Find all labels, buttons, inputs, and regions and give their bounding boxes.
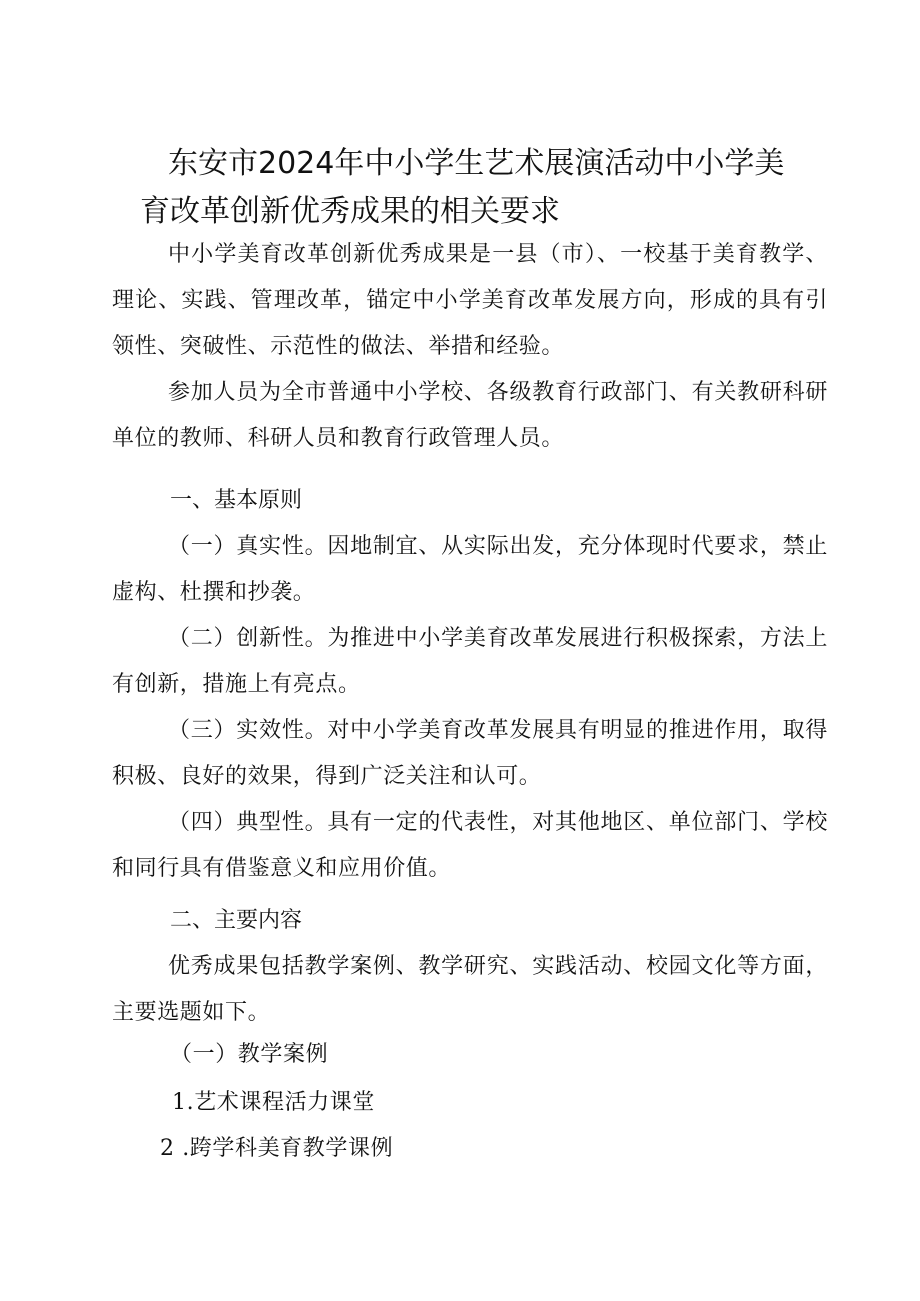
section-heading-principles: 一、基本原则 [170,488,303,513]
section-heading-content: 二、主要内容 [170,908,303,933]
principle-effectiveness: （三）实效性。对中小学美育改革发展具有明显的推进作用，取得积极、良好的效果，得到广泛关注和认可。 [112,718,828,789]
document-title [140,140,840,236]
principle-typicality: （四）典型性。具有一定的代表性，对其他地区、单位部门、学校和同行具有借鉴意义和应用价值。 [112,810,828,881]
title-line-1: 东安市2024年中小学生艺术展演活动中小学美 [168,146,785,181]
subsection-heading-teaching-cases: （一）教学案例 [170,1042,329,1067]
intro-paragraph-1: 中小学美育改革创新优秀成果是一县（市）、一校基于美育教学、理论、实践、管理改革，锚定中小学美育改革发展方向，形成的具有引领性、突破性、示范性的做法、举措和经验。 [112,242,828,359]
list-item: 1.艺术课程活力课堂 [172,1090,375,1115]
principle-authenticity: （一）真实性。因地制宜、从实际出发，充分体现时代要求，禁止虚构、杜撰和抄袭。 [112,534,828,605]
principle-innovation: （二）创新性。为推进中小学美育改革发展进行积极探索，方法上有创新，措施上有亮点。 [112,626,828,697]
list-item: 2 .跨学科美育教学课例 [160,1136,394,1161]
content-paragraph: 优秀成果包括教学案例、教学研究、实践活动、校园文化等方面，主要选题如下。 [112,954,828,1025]
intro-paragraph-2: 参加人员为全市普通中小学校、各级教育行政部门、有关教研科研单位的教师、科研人员和教育行政管理人员。 [112,380,828,451]
title-line-2: 育改革创新优秀成果的相关要求 [140,194,560,229]
